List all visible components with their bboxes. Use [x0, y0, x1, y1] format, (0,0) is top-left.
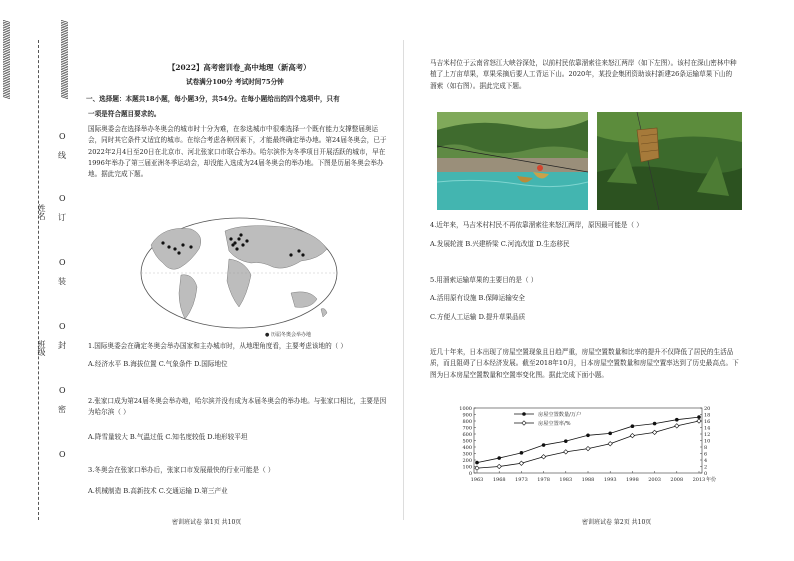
data-point-vacant-houses — [497, 456, 501, 460]
y-right-tick-label: 14 — [704, 425, 711, 432]
y-left-tick-label: 800 — [462, 418, 472, 425]
x-tick-label: 1983 — [559, 477, 573, 483]
passage-winter-olympics: 国际奥委会在选择举办冬奥会的城市时十分为难，在参选城市中很难选择一个既有能力支撑整届奥运会，同时其它条件又适宜的城市。在综合考虑各种因素下，才能最终确定举办地。第24届冬奥会，已于2022年2月4日至20日在北京市、河北张家口市联合举办。哈尔滨作为冬季项目开展活跃的城市，早在1996年举办了第三届亚洲冬季运动会，却没能入选成为24届冬奥会的举办地。下图是历届冬奥会举办地。据此完成下题。 — [88, 125, 387, 179]
seal-order-mark: 订 — [58, 213, 66, 222]
y-left-tick-label: 700 — [462, 425, 472, 432]
legend-label: 房屋空置数量/万户 — [538, 412, 582, 418]
y-right-tick-label: 8 — [704, 444, 708, 451]
data-point-vacancy-rate — [652, 430, 656, 434]
plot-frame — [474, 408, 702, 473]
x-tick-label: 1998 — [626, 477, 639, 483]
y-right-tick-label: 18 — [704, 412, 711, 419]
binding-circle: O — [59, 258, 66, 267]
question-3: 3.冬奥会在张家口举办后，张家口市发展最快的行业可能是（ ） — [88, 466, 275, 474]
exam-subtitle: 试卷满分100分 考试时间75分钟 — [186, 78, 284, 86]
binding-circle: O — [59, 132, 66, 141]
data-point-vacancy-rate — [608, 442, 612, 446]
x-tick-label: 1993 — [603, 477, 617, 483]
name-label: 姓名 — [37, 204, 46, 220]
page-1-footer: 密训班试卷 第1页 共10页 — [172, 519, 242, 526]
y-right-tick-label: 0 — [704, 470, 708, 477]
question-1-options: A.经济水平 B.海拔位置 C.气象条件 D.国际地位 — [88, 360, 228, 368]
y-right-tick-label: 12 — [704, 431, 711, 438]
data-point-vacant-houses — [475, 461, 479, 465]
y-left-tick-label: 900 — [462, 412, 472, 419]
data-point-vacant-houses — [653, 422, 657, 426]
question-4: 4.近年来，马吉米村村民不再依靠溜索往来怒江两岸，原因最可能是（ ） — [430, 221, 643, 229]
y-left-tick-label: 1000 — [459, 405, 472, 412]
binding-cut-line — [38, 40, 39, 520]
y-right-tick-label: 4 — [704, 457, 708, 464]
binding-circle: O — [59, 194, 66, 203]
map-legend: ● 历届冬奥会举办地 — [265, 332, 311, 338]
x-tick-label: 1978 — [537, 477, 550, 483]
question-5-options-cd: C.方便人工运输 D.提升草果品质 — [430, 313, 526, 321]
page-2-footer: 密训班试卷 第2页 共10页 — [582, 519, 652, 526]
question-1: 1.国际奥委会在确定冬奥会举办国家和主办城市时，从地理角度看，主要考虑该地的（ ） — [88, 342, 347, 350]
seal-bind-mark: 装 — [58, 277, 66, 286]
data-point-vacancy-rate — [675, 424, 679, 428]
question-5: 5.用溜索运输草果的主要目的是（ ） — [430, 276, 538, 284]
data-point-vacant-houses — [608, 432, 612, 436]
y-left-tick-label: 0 — [468, 470, 472, 477]
data-point-vacant-houses — [631, 424, 635, 428]
series-line — [477, 421, 699, 468]
y-right-tick-label: 16 — [704, 418, 711, 425]
question-3-options: A.机械制造 B.高新技术 C.交通运输 D.第三产业 — [88, 487, 228, 495]
binding-circle: O — [59, 450, 66, 459]
binding-slashes-left: ////////////////////////////////////////////// — [2, 20, 11, 98]
data-point-vacancy-rate — [630, 433, 634, 437]
seal-secret-mark: 密 — [58, 405, 66, 414]
y-left-tick-label: 400 — [462, 444, 472, 451]
data-point-vacancy-rate — [564, 450, 568, 454]
zipline-river-photo — [437, 112, 588, 210]
question-5-options-ab: A.活用原有设施 B.保障运输安全 — [430, 294, 526, 302]
y-left-tick-label: 300 — [462, 451, 472, 458]
question-4-options: A.发展轮渡 B.兴建桥梁 C.河流改道 D.生态移民 — [430, 240, 570, 248]
series-line — [477, 417, 699, 463]
data-point-vacant-houses — [542, 443, 546, 447]
section-heading-cont: 一项是符合题目要求的。 — [88, 110, 161, 118]
data-point-vacancy-rate — [541, 455, 545, 459]
question-2: 2.张家口成为第24届冬奥会举办地，哈尔滨并没有成为本届冬奥会的举办地。与张家口相比，主要是因为哈尔滨（ ） — [88, 397, 387, 417]
data-point-vacant-houses — [675, 418, 679, 422]
binding-slashes-right: ////////////////////////////////////////////// — [60, 20, 69, 98]
data-point-vacancy-rate — [586, 446, 590, 450]
data-point-vacant-houses — [586, 434, 590, 438]
winter-olympics-map — [133, 215, 355, 339]
seal-seal-mark: 封 — [58, 341, 66, 350]
legend-marker — [522, 412, 526, 416]
data-point-vacant-houses — [697, 415, 701, 419]
x-tick-label: 1968 — [492, 477, 506, 483]
vacancy-chart — [454, 403, 732, 489]
y-left-tick-label: 600 — [462, 431, 472, 438]
zipline-basket-photo — [597, 112, 742, 210]
x-tick-label: 2013 — [692, 477, 706, 483]
data-point-vacancy-rate — [497, 464, 501, 468]
data-point-vacancy-rate — [519, 461, 523, 465]
section-heading: 一、选择题：本题共18小题，每小题3分，共54分。在每小题给出的四个选项中，只有 — [86, 95, 340, 103]
legend-label: 房屋空置率/% — [538, 421, 571, 427]
y-left-tick-label: 500 — [462, 438, 472, 445]
page-divider — [403, 40, 404, 520]
x-tick-label: 2003 — [648, 477, 661, 483]
y-left-tick-label: 200 — [462, 457, 472, 464]
y-right-tick-label: 6 — [704, 451, 708, 458]
y-right-tick-label: 2 — [704, 464, 708, 471]
x-tick-label: 1963 — [470, 477, 484, 483]
y-right-tick-label: 20 — [704, 405, 711, 412]
passage-japan-vacancy: 近几十年来，日本出现了房屋空置现象且日趋严重，房屋空置数量和比率的提升不仅降低了居民的生活品质，而且阻碍了日本经济发展。截至2018年10月，日本房屋空置数量和房屋空置率达到了历史最高点。下图为日本房屋空置数量和空置率变化图。据此完成下面小题。 — [430, 348, 739, 379]
passage-majimi-village: 马吉米村位于云南省怒江大峡谷深处，以前村民依靠溜索往来怒江两岸（如下左图）。该村在深山密林中种植了上万亩草果，草果采摘后要人工背运下山。2020年，某投企集团资助该村新建26条运输草果下山的溜索（如右图）。据此完成下题。 — [430, 59, 737, 90]
x-axis-label: 年份 — [706, 477, 717, 483]
x-tick-label: 2008 — [670, 477, 684, 483]
data-point-vacant-houses — [520, 451, 524, 455]
binding-circle: O — [59, 322, 66, 331]
class-label: 班级 — [37, 340, 46, 356]
binding-circle: O — [59, 386, 66, 395]
y-right-tick-label: 10 — [704, 438, 711, 445]
y-left-tick-label: 100 — [462, 464, 472, 471]
legend-marker — [522, 421, 526, 425]
data-point-vacant-houses — [564, 439, 568, 443]
data-point-vacancy-rate — [697, 419, 701, 423]
seal-line-mark: 线 — [58, 151, 66, 160]
x-tick-label: 1973 — [515, 477, 528, 483]
question-2-options: A.降雪量较大 B.气温过低 C.知名度较低 D.地形较平坦 — [88, 433, 248, 441]
x-tick-label: 1988 — [581, 477, 595, 483]
exam-title: 【2022】高考密训卷_高中地理（新高考） — [168, 63, 311, 72]
